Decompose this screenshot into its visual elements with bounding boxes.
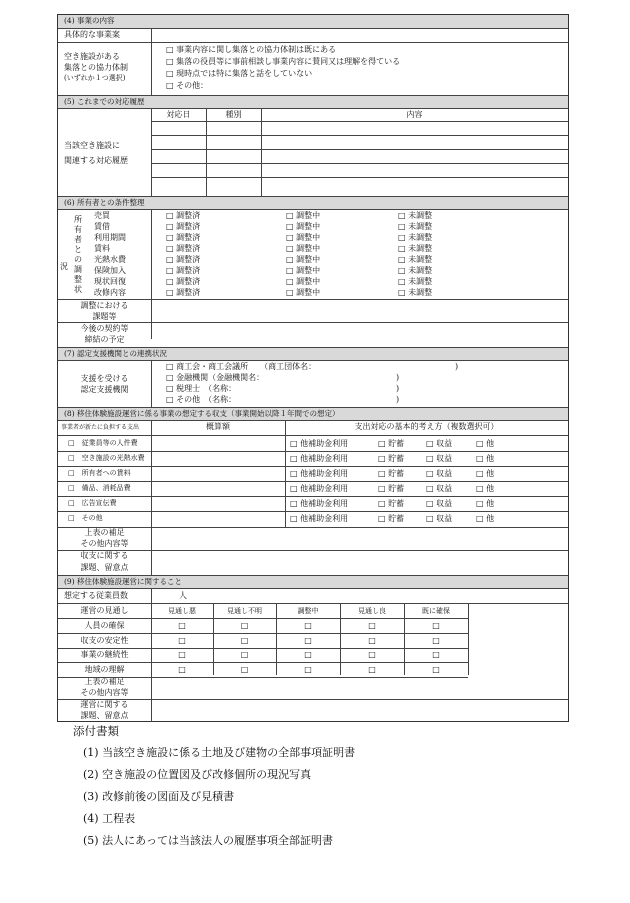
status-adjusting[interactable]: □ 調整中: [286, 222, 321, 231]
option-savings[interactable]: □ 貯蓄: [378, 439, 405, 448]
option-savings[interactable]: □ 貯蓄: [378, 499, 405, 508]
status-adjusting[interactable]: □ 調整中: [286, 266, 321, 275]
outlook-checkbox[interactable]: □: [432, 635, 440, 645]
option-revenue[interactable]: □ 収益: [426, 514, 453, 523]
staff-count-label: 想定する従業員数: [64, 591, 128, 600]
status-adjusting[interactable]: □ 調整中: [286, 244, 321, 253]
close-paren-1: ): [455, 362, 459, 371]
option-savings[interactable]: □ 貯蓄: [378, 454, 405, 463]
status-adjusted[interactable]: □ 調整済: [166, 211, 201, 220]
row-divider: [58, 511, 568, 512]
section-4-title: (4) 事業の内容: [64, 16, 115, 25]
owner-item-label: 利用期間: [94, 233, 126, 242]
option-other[interactable]: □ 他: [476, 454, 495, 463]
close-paren-4: ): [396, 395, 400, 404]
option-other-subsidy[interactable]: □ 他補助金利用: [290, 454, 349, 463]
attachment-item-1: (1) 当該空き施設に係る土地及び建物の全部事項証明書: [83, 746, 356, 759]
close-paren-2: ): [396, 373, 400, 382]
status-adjusted[interactable]: □ 調整済: [166, 244, 201, 253]
ops-supplement-label-2: その他内容等: [80, 688, 129, 697]
expense-item[interactable]: □ 所有者への賃料: [68, 469, 131, 477]
status-adjusting[interactable]: □ 調整中: [286, 255, 321, 264]
status-adjusted[interactable]: □ 調整済: [166, 277, 201, 286]
option-other[interactable]: □ 他: [476, 439, 495, 448]
outlook-checkbox[interactable]: □: [368, 650, 376, 659]
status-not-adjusted[interactable]: □ 未調整: [398, 211, 433, 220]
option-other[interactable]: □ 他: [476, 469, 495, 478]
option-revenue[interactable]: □ 収益: [426, 499, 453, 508]
outlook-checkbox[interactable]: □: [240, 635, 249, 645]
staff-count-unit: 人: [179, 591, 187, 600]
future-contract-label-2: 締結の予定: [84, 335, 125, 344]
owner-item-label: 改修内容: [94, 288, 126, 297]
section-5-title: (5) これまでの対応履歴: [64, 97, 145, 106]
outlook-checkbox[interactable]: □: [240, 664, 249, 674]
outlook-checkbox[interactable]: □: [240, 650, 249, 659]
attachment-item-3: (3) 改修前後の図面及び見積書: [83, 790, 235, 803]
outlook-checkbox[interactable]: □: [432, 650, 440, 659]
outlook-col-header: 既に確保: [422, 607, 450, 615]
history-label-1: 当該空き施設に: [64, 141, 120, 150]
row-divider: [58, 451, 568, 452]
expense-item[interactable]: □ 従業員等の人件費: [68, 439, 138, 447]
outlook-row-label: 事業の継続性: [80, 650, 129, 659]
option-savings[interactable]: □ 貯蓄: [378, 469, 405, 478]
expense-item[interactable]: □ その他: [68, 514, 103, 522]
status-adjusted[interactable]: □ 調整済: [166, 266, 201, 275]
option-other[interactable]: □ 他: [476, 499, 495, 508]
coop-label-3: (いずれか１つ選択): [64, 74, 126, 82]
close-paren-3: ): [396, 384, 400, 393]
owner-item-label: 保険加入: [94, 266, 126, 275]
outlook-row-label: 収支の安定性: [80, 635, 129, 645]
coop-option-4[interactable]: □ その他：: [166, 81, 209, 90]
option-revenue[interactable]: □ 収益: [426, 469, 453, 478]
agency-option-4[interactable]: □ その他 （名称：: [166, 395, 237, 404]
col-amount: 概算額: [206, 422, 230, 431]
option-revenue[interactable]: □ 収益: [426, 454, 453, 463]
specific-plan-label: 具体的な事業案: [64, 30, 120, 39]
row-divider: [58, 618, 468, 619]
section-6-header: [58, 197, 568, 209]
col-type: 種別: [225, 110, 242, 119]
balance-issues-label-1: 収支に関する: [80, 551, 129, 560]
outlook-checkbox[interactable]: □: [178, 635, 186, 645]
outlook-row-label: 地域の理解: [84, 664, 125, 674]
outlook-checkbox[interactable]: □: [240, 621, 249, 630]
expense-item[interactable]: □ 広告宣伝費: [68, 499, 117, 507]
coop-label-2: 集落との協力体制: [64, 63, 128, 72]
option-revenue[interactable]: □ 収益: [426, 484, 453, 493]
expense-item[interactable]: □ 備品、消耗品費: [68, 484, 131, 492]
outlook-checkbox[interactable]: □: [304, 650, 312, 659]
section-8-header: [58, 408, 568, 420]
outlook-checkbox[interactable]: □: [178, 664, 186, 674]
outlook-checkbox[interactable]: □: [304, 664, 312, 674]
option-other-subsidy[interactable]: □ 他補助金利用: [290, 469, 349, 478]
section-6-title: (6) 所有者との条件整理: [64, 198, 145, 207]
owner-status-vertical-label: 所有者との調整状: [74, 215, 82, 294]
coop-label-1: 空き施設がある: [64, 52, 120, 61]
outlook-row-label: 人員の確保: [84, 621, 125, 630]
col-new-expense: 事業者が新たに負担する支出: [61, 424, 140, 431]
attachment-item-4: (4) 工程表: [83, 812, 136, 825]
outlook-checkbox[interactable]: □: [368, 621, 376, 630]
agency-option-2[interactable]: □ 金融機関（金融機関名：: [166, 373, 265, 382]
status-adjusting[interactable]: □ 調整中: [286, 277, 321, 286]
option-other[interactable]: □ 他: [476, 484, 495, 493]
status-not-adjusted[interactable]: □ 未調整: [398, 255, 433, 264]
status-adjusting[interactable]: □ 調整中: [286, 288, 321, 297]
history-label-2: 関連する対応履歴: [64, 156, 128, 165]
option-other-subsidy[interactable]: □ 他補助金利用: [290, 439, 349, 448]
coop-option-3[interactable]: □ 現時点では特に集落と話をしていない: [166, 69, 313, 78]
status-adjusted[interactable]: □ 調整済: [166, 288, 201, 297]
section-9-header: [58, 576, 568, 588]
status-not-adjusted[interactable]: □ 未調整: [398, 222, 433, 231]
option-savings[interactable]: □ 貯蓄: [378, 514, 405, 523]
option-other-subsidy[interactable]: □ 他補助金利用: [290, 484, 349, 493]
outlook-checkbox[interactable]: □: [432, 621, 440, 630]
option-savings[interactable]: □ 貯蓄: [378, 484, 405, 493]
adjust-issues-label-2: 課題等: [92, 312, 117, 321]
section-5-header: [58, 96, 568, 108]
adjust-issues-label-1: 調整における: [80, 301, 129, 310]
outlook-checkbox[interactable]: □: [178, 650, 186, 659]
supplement-label-2: その他内容等: [80, 539, 129, 548]
support-agency-label-1: 支援を受ける: [80, 374, 129, 383]
outlook-label: 運営の見通し: [80, 606, 129, 615]
owner-item-label: 売買: [94, 211, 110, 220]
section-7-title: (7) 認定支援機関との連携状況: [64, 349, 168, 358]
support-agency-label-2: 認定支援機関: [80, 385, 129, 394]
supplement-label-1: 上表の補足: [84, 528, 125, 537]
outlook-checkbox[interactable]: □: [304, 621, 312, 630]
row-divider: [58, 481, 568, 482]
owner-item-label: 賃料: [94, 244, 110, 253]
expense-item[interactable]: □ 空き施設の光熱水費: [68, 454, 145, 462]
outlook-checkbox[interactable]: □: [368, 635, 376, 645]
owner-status-vertical-label-end: 況: [60, 262, 68, 271]
status-not-adjusted[interactable]: □ 未調整: [398, 288, 433, 297]
attachments-title: 添付書類: [73, 724, 119, 738]
option-revenue[interactable]: □ 収益: [426, 439, 453, 448]
status-adjusted[interactable]: □ 調整済: [166, 255, 201, 264]
attachment-item-2: (2) 空き施設の位置図及び改修個所の現況写真: [83, 768, 312, 781]
agency-option-1[interactable]: □ 商工会・商工会議所 （商工団体名：: [166, 362, 317, 371]
coop-option-2[interactable]: □ 集落の役員等に事前相談し事業内容に賛同又は理解を得ている: [166, 57, 401, 66]
row-divider: [58, 496, 568, 497]
outlook-checkbox[interactable]: □: [368, 664, 376, 674]
balance-issues-label-2: 課題、留意点: [80, 563, 129, 572]
ops-issues-label-2: 課題、留意点: [80, 711, 129, 720]
agency-option-3[interactable]: □ 税理士 （名称：: [166, 384, 237, 393]
owner-item-label: 光熱水費: [94, 255, 126, 264]
row-divider: [58, 677, 468, 678]
future-contract-label-1: 今後の契約等: [80, 324, 129, 333]
status-not-adjusted[interactable]: □ 未調整: [398, 277, 433, 286]
section-7-header: [58, 348, 568, 360]
ops-supplement-label-1: 上表の補足: [84, 677, 125, 686]
status-not-adjusted[interactable]: □ 未調整: [398, 244, 433, 253]
application-form: [57, 14, 569, 722]
row-divider: [58, 466, 568, 467]
option-other-subsidy[interactable]: □ 他補助金利用: [290, 499, 349, 508]
outlook-checkbox[interactable]: □: [432, 664, 440, 674]
attachment-item-5: (5) 法人にあっては当該法人の履歴事項全部証明書: [83, 834, 333, 847]
outlook-col-header: 見通し不明: [227, 607, 262, 615]
status-adjusted[interactable]: □ 調整済: [166, 233, 201, 242]
option-other[interactable]: □ 他: [476, 514, 495, 523]
coop-option-1[interactable]: □ 事業内容に関し集落との協力体制は既にある: [166, 45, 337, 54]
col-date: 対応日: [166, 110, 191, 119]
status-not-adjusted[interactable]: □ 未調整: [398, 233, 433, 242]
outlook-checkbox[interactable]: □: [178, 621, 186, 630]
col-content: 内容: [406, 110, 423, 119]
outlook-col-header: 調整中: [297, 607, 319, 615]
outlook-col-header: 見通し良: [358, 607, 386, 615]
status-adjusting[interactable]: □ 調整中: [286, 233, 321, 242]
outlook-col-header: 見通し悪: [168, 607, 196, 615]
section-9-title: (9) 移住体験施設運営に関すること: [64, 577, 183, 586]
ops-issues-label-1: 運営に関する: [80, 700, 129, 709]
option-other-subsidy[interactable]: □ 他補助金利用: [290, 514, 349, 523]
col-divider: [468, 603, 469, 675]
owner-item-label: 賃借: [94, 222, 110, 231]
attachments: [73, 724, 493, 848]
section-4-header: [58, 15, 568, 28]
col-policy: 支出対応の基本的考え方（複数選択可）: [354, 422, 499, 431]
status-adjusted[interactable]: □ 調整済: [166, 222, 201, 231]
status-not-adjusted[interactable]: □ 未調整: [398, 266, 433, 275]
outlook-checkbox[interactable]: □: [304, 635, 312, 645]
status-adjusting[interactable]: □ 調整中: [286, 211, 321, 220]
owner-item-label: 現状回復: [94, 277, 126, 286]
section-8-title: (8) 移住体験施設運営に係る事業の想定する収支（事業開始以降１年間での想定）: [64, 409, 340, 418]
